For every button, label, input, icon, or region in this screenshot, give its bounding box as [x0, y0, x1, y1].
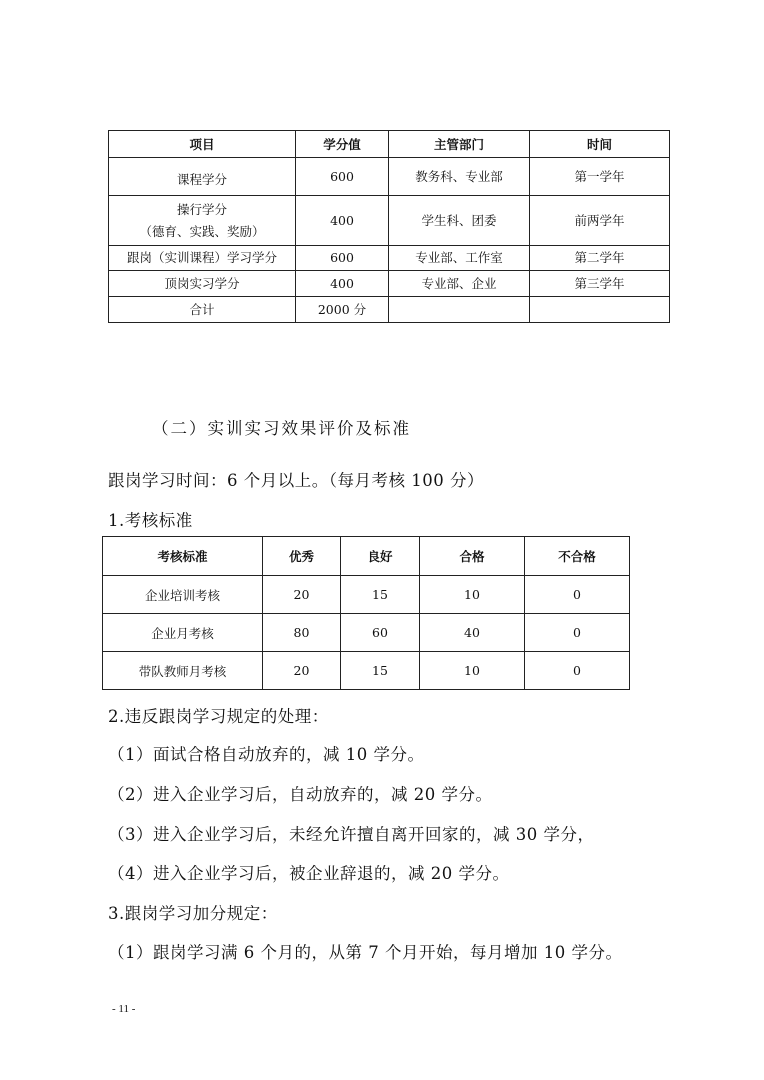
item-cell [109, 158, 296, 196]
table-row [109, 297, 670, 323]
dept-cell: 教务科、专业部 [389, 158, 530, 196]
time-cell: 第三学年 [530, 271, 670, 297]
heading-violation-handling: 2.违反跟岗学习规定的处理： [108, 707, 329, 726]
table-cell: 企业培训考核 [103, 576, 263, 614]
evaluation-table-header [103, 537, 630, 576]
item-cell [109, 297, 296, 323]
header-cell: 主管部门 [389, 131, 530, 158]
table-row [103, 614, 630, 652]
intro-text: 跟岗学习时间：6 个月以上。（每月考核 100 分） [108, 471, 484, 490]
violation-item: （3）进入企业学习后，未经允许擅自离开回家的，减 30 学分， [108, 825, 595, 844]
evaluation-table [102, 536, 630, 690]
table-row [103, 652, 630, 690]
table-cell: 20 [263, 576, 341, 614]
table-cell: 20 [263, 652, 341, 690]
dept-cell [389, 297, 530, 323]
table-row [109, 271, 670, 297]
item-cell [109, 196, 296, 246]
header-cell: 不合格 [525, 537, 630, 576]
table-row [109, 246, 670, 271]
section-title: （二）实训实习效果评价及标准 [152, 419, 411, 438]
item-text: 跟岗（实训课程）学习学分 [126, 250, 277, 265]
table-cell: 15 [341, 652, 420, 690]
item-text: （德育、实践、奖励） [139, 223, 265, 239]
item-cell [109, 271, 296, 297]
dept-cell: 专业部、企业 [389, 271, 530, 297]
item-cell [109, 246, 296, 271]
item-text: 操行学分 [176, 201, 227, 217]
credit-cell: 400 [296, 196, 389, 246]
heading-bonus-rules: 3.跟岗学习加分规定： [108, 904, 278, 923]
header-cell: 优秀 [263, 537, 341, 576]
heading-assessment-standard: 1.考核标准 [108, 511, 193, 530]
credit-table-header [109, 131, 670, 158]
time-cell: 前两学年 [530, 196, 670, 246]
dept-cell: 学生科、团委 [389, 196, 530, 246]
table-row [103, 576, 630, 614]
table-cell: 10 [420, 576, 525, 614]
credit-cell: 600 [296, 158, 389, 196]
header-cell: 考核标准 [103, 537, 263, 576]
table-cell: 15 [341, 576, 420, 614]
violation-item: （2）进入企业学习后，自动放弃的，减 20 学分。 [108, 785, 493, 804]
item-text: 顶岗实习学分 [164, 275, 240, 291]
header-cell: 学分值 [296, 131, 389, 158]
table-cell: 40 [420, 614, 525, 652]
violation-item: （1）面试合格自动放弃的，减 10 学分。 [108, 745, 425, 764]
credit-cell: 2000 分 [296, 297, 389, 323]
time-cell: 第二学年 [530, 246, 670, 271]
time-cell [530, 297, 670, 323]
table-row [109, 196, 670, 246]
table-row [109, 158, 670, 196]
credit-cell: 600 [296, 246, 389, 271]
header-cell: 项目 [109, 131, 296, 158]
table-cell: 60 [341, 614, 420, 652]
item-text: 合计 [189, 301, 215, 317]
time-cell: 第一学年 [530, 158, 670, 196]
header-cell: 时间 [530, 131, 670, 158]
violation-item: （4）进入企业学习后，被企业辞退的，减 20 学分。 [108, 864, 510, 883]
table-cell: 0 [525, 652, 630, 690]
table-cell: 带队教师月考核 [103, 652, 263, 690]
page-number: - 11 - [112, 1003, 136, 1015]
table-cell: 企业月考核 [103, 614, 263, 652]
header-cell: 良好 [341, 537, 420, 576]
dept-cell: 专业部、工作室 [389, 246, 530, 271]
table-cell: 10 [420, 652, 525, 690]
item-text: 课程学分 [176, 171, 227, 187]
table-cell: 0 [525, 614, 630, 652]
table-cell: 0 [525, 576, 630, 614]
table-cell: 80 [263, 614, 341, 652]
credit-cell: 400 [296, 271, 389, 297]
credit-table [108, 130, 670, 323]
header-cell: 合格 [420, 537, 525, 576]
bonus-item: （1）跟岗学习满 6 个月的，从第 7 个月开始，每月增加 10 学分。 [108, 943, 623, 962]
